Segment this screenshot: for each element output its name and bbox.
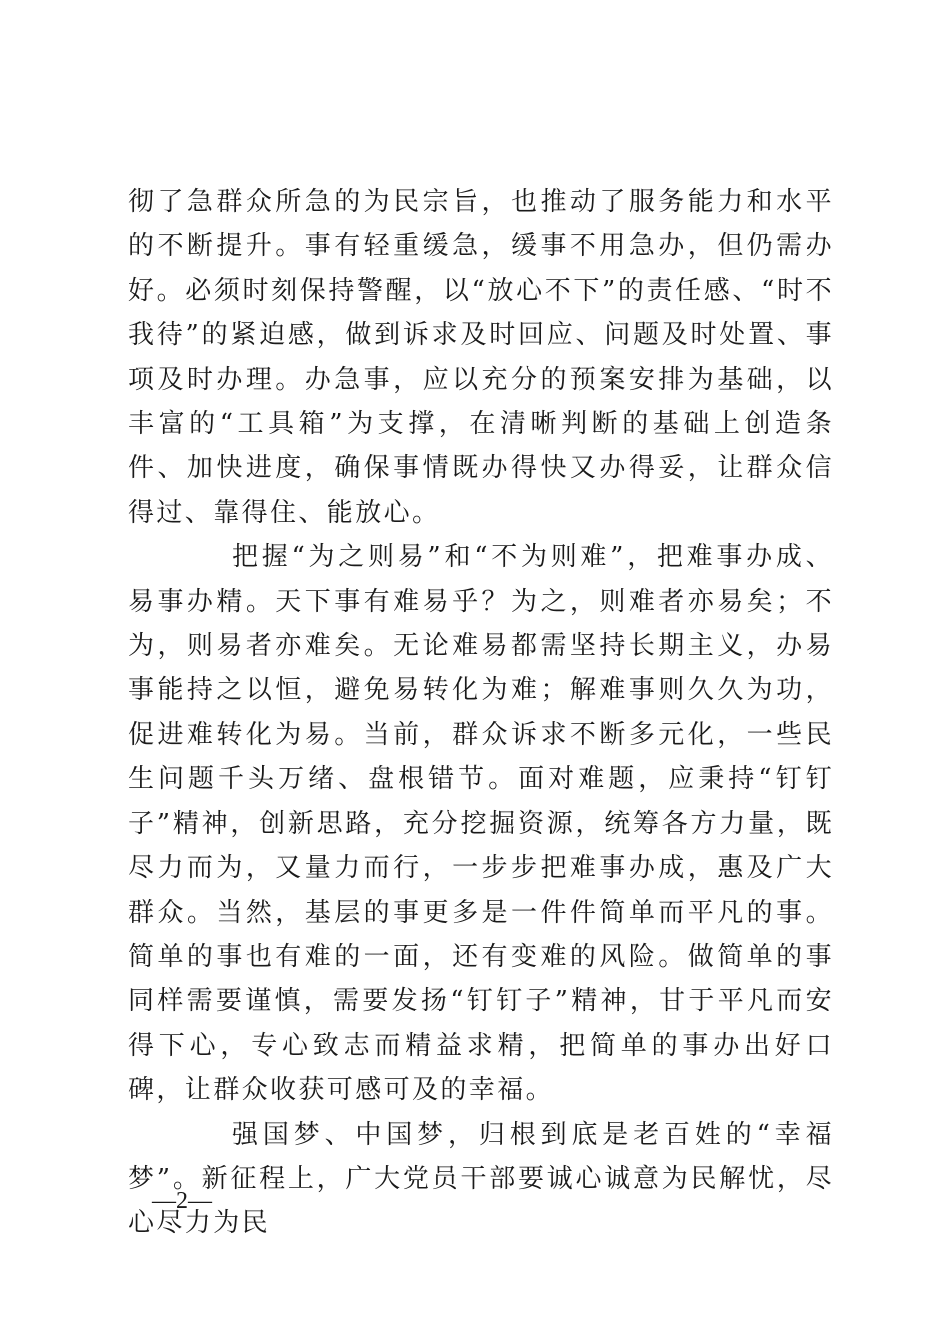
paragraph-1: 彻了急群众所急的为民宗旨，也推动了服务能力和水平的不断提升。事有轻重缓急，缓事不用急办，但仍需办好。必须时刻保持警醒，以“放心不下”的责任感、“时不我待”的紧迫感，做到诉求及时回应、问题及时处置、事项及时办理。办急事，应以充分的预案安排为基础，以丰富的“工具箱”为支撑，在清晰判断的基础上创造条件、加快进度，确保事情既办得快又办得妥，让群众信得过、靠得住、能放心。 — [128, 187, 834, 528]
paragraph-2: 把握“为之则易”和“不为则难”，把难事办成、易事办精。天下事有难易乎？为之，则难者亦易矣；不为，则易者亦难矣。无论难易都需坚持长期主义，办易事能持之以恒，避免易转化为难；解难事则久久为功，促进难转化为易。当前，群众诉求不断多元化，一些民生问题千头万绪、盘根错节。面对难题，应秉持“钉钉子”精神，创新思路，充分挖掘资源，统筹各方力量，既尽力而为，又量力而行，一步步把难事办成，惠及广大群众。当然，基层的事更多是一件件简单而平凡的事。简单的事也有难的一面，还有变难的风险。做简单的事同样需要谨慎，需要发扬“钉钉子”精神，甘于平凡而安得下心，专心致志而精益求精，把简单的事办出好口碑，让群众收获可感可及的幸福。 — [128, 542, 834, 1106]
paragraph-3: 强国梦、中国梦，归根到底是老百姓的“幸福梦”。新征程上，广大党员干部要诚心诚意为民解忧，尽心尽力为民 — [128, 1119, 834, 1239]
document-body — [128, 180, 834, 1246]
page-number: —2— — [152, 1188, 212, 1214]
